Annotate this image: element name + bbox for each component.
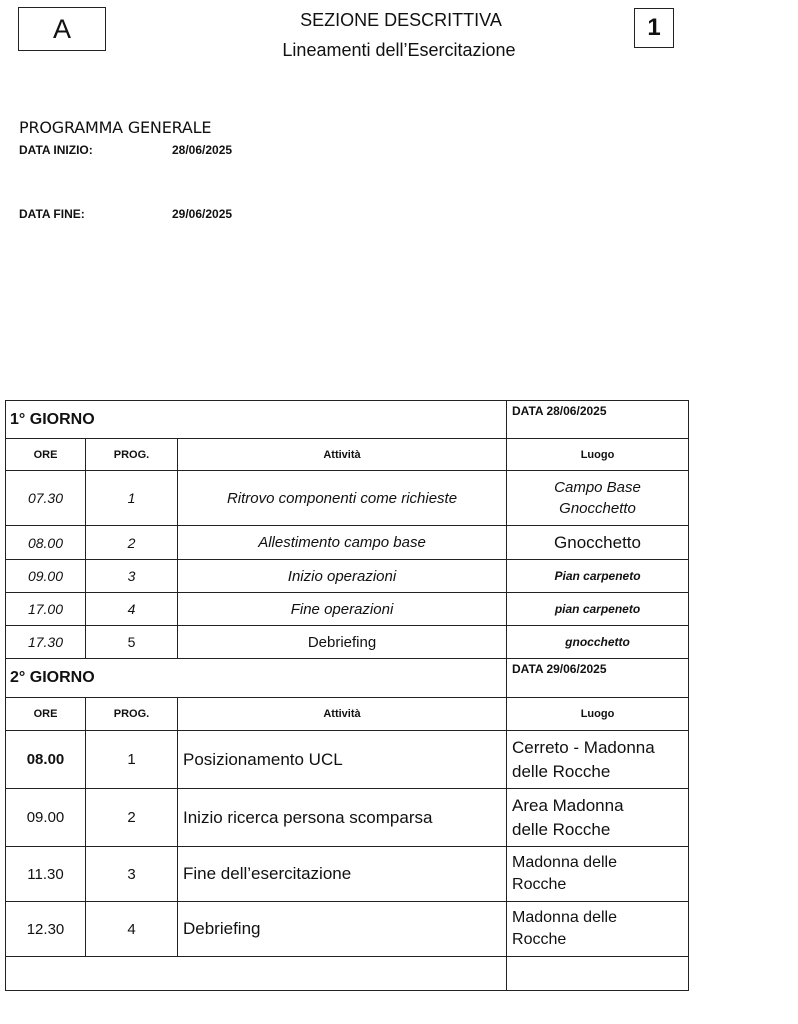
- table-row: [6, 526, 689, 560]
- row-luogo: Gnocchetto: [507, 526, 689, 560]
- table-row: [6, 471, 689, 526]
- empty-cell: [507, 957, 689, 991]
- table-row: [6, 593, 689, 626]
- row-attivita: Debriefing: [178, 902, 507, 957]
- table-row: [6, 626, 689, 659]
- row-ore: 11.30: [6, 847, 86, 902]
- row-prog: 1: [86, 471, 178, 526]
- row-ore: 17.30: [6, 626, 86, 659]
- table-row: [6, 789, 689, 847]
- empty-row: [6, 957, 689, 991]
- col-header-ore: ORE: [6, 698, 86, 731]
- start-date-value: 28/06/2025: [172, 143, 233, 157]
- row-luogo: [507, 731, 689, 789]
- section-title: SEZIONE DESCRITTIVA: [300, 10, 502, 30]
- row-luogo: [507, 902, 689, 957]
- row-luogo: [507, 789, 689, 847]
- row-prog: 2: [86, 526, 178, 560]
- row-ore: 07.30: [6, 471, 86, 526]
- col-header-luogo: Luogo: [507, 439, 689, 471]
- end-date-value: 29/06/2025: [172, 207, 233, 221]
- row-attivita: Ritrovo componenti come richieste: [178, 471, 507, 526]
- row-attivita: Posizionamento UCL: [178, 731, 507, 789]
- day-title: 1° GIORNO: [6, 401, 507, 439]
- row-luogo-line: Madonna delle: [512, 853, 617, 871]
- row-prog: 3: [86, 560, 178, 593]
- day-header-row: [6, 659, 689, 698]
- row-luogo-line: Rocche: [512, 876, 567, 893]
- column-header-row: [6, 439, 689, 471]
- row-luogo: [507, 847, 689, 902]
- row-prog: 4: [86, 593, 178, 626]
- day-header-row: [6, 401, 689, 439]
- end-date-label: DATA FINE:: [19, 207, 85, 221]
- row-prog: 3: [86, 847, 178, 902]
- row-ore: 09.00: [6, 789, 86, 847]
- row-attivita: Inizio ricerca persona scomparsa: [178, 789, 507, 847]
- empty-cell: [6, 957, 507, 991]
- row-ore: 17.00: [6, 593, 86, 626]
- row-luogo-line: Cerreto - Madonna: [512, 737, 655, 757]
- row-luogo: [507, 471, 689, 526]
- day-date: DATA 28/06/2025: [507, 401, 689, 439]
- day-title: 2° GIORNO: [6, 659, 507, 698]
- row-luogo-line: Gnocchetto: [559, 500, 636, 517]
- col-header-luogo: Luogo: [507, 698, 689, 731]
- col-header-attivita: Attività: [178, 439, 507, 471]
- row-prog: 5: [86, 626, 178, 659]
- row-luogo-line: delle Rocche: [512, 819, 611, 839]
- table-row: [6, 731, 689, 789]
- row-luogo-line: Rocche: [512, 931, 567, 948]
- row-prog: 1: [86, 731, 178, 789]
- section-number-box: 1: [634, 8, 674, 48]
- row-ore: 09.00: [6, 560, 86, 593]
- row-luogo-line: Madonna delle: [512, 908, 617, 926]
- row-luogo: gnocchetto: [507, 626, 689, 659]
- col-header-attivita: Attività: [178, 698, 507, 731]
- col-header-prog: PROG.: [86, 439, 178, 471]
- row-luogo: pian carpeneto: [507, 593, 689, 626]
- section-subtitle: Lineamenti dell’Esercitazione: [282, 40, 516, 60]
- day-date: DATA 29/06/2025: [507, 659, 689, 698]
- section-letter-box: A: [18, 7, 106, 51]
- row-attivita: Fine operazioni: [178, 593, 507, 626]
- table-row: [6, 847, 689, 902]
- column-header-row: [6, 698, 689, 731]
- row-ore: 08.00: [6, 731, 86, 789]
- table-row: [6, 902, 689, 957]
- row-luogo-line: Campo Base: [554, 479, 641, 496]
- row-luogo-line: Area Madonna: [512, 795, 624, 815]
- row-attivita: Allestimento campo base: [178, 526, 507, 560]
- row-attivita: Inizio operazioni: [178, 560, 507, 593]
- row-ore: 12.30: [6, 902, 86, 957]
- row-luogo: Pian carpeneto: [507, 560, 689, 593]
- row-attivita: Fine dell’esercitazione: [178, 847, 507, 902]
- row-prog: 4: [86, 902, 178, 957]
- col-header-ore: ORE: [6, 439, 86, 471]
- row-attivita: Debriefing: [178, 626, 507, 659]
- schedule-table: [5, 400, 689, 991]
- row-luogo-line: delle Rocche: [512, 761, 611, 781]
- row-prog: 2: [86, 789, 178, 847]
- col-header-prog: PROG.: [86, 698, 178, 731]
- program-title: PROGRAMMA GENERALE: [19, 118, 212, 137]
- row-ore: 08.00: [6, 526, 86, 560]
- start-date-label: DATA INIZIO:: [19, 143, 93, 157]
- table-row: [6, 560, 689, 593]
